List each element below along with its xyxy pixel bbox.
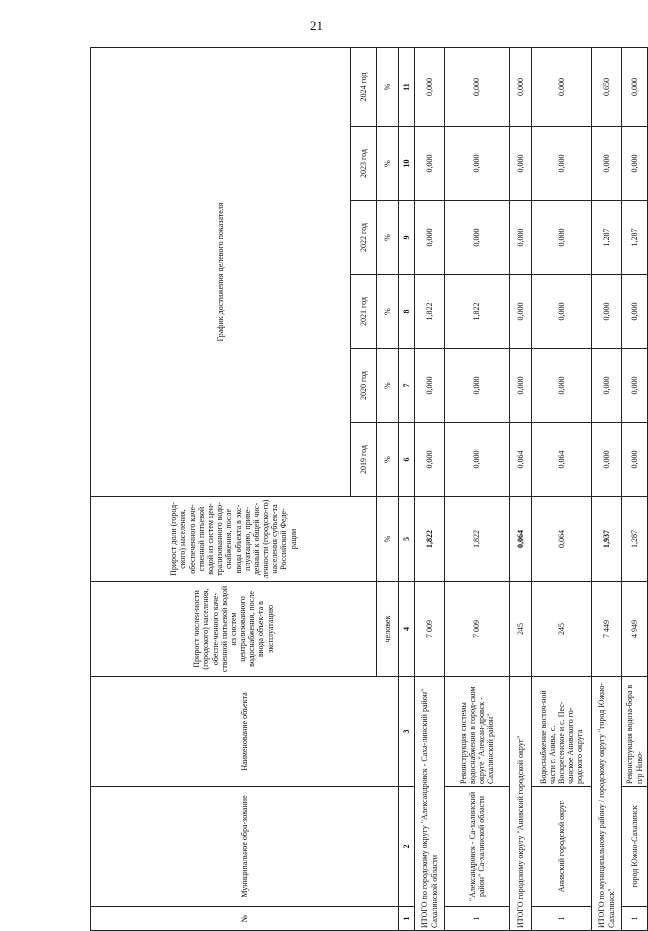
year-value: 0,000: [592, 275, 622, 349]
header-year: 2019 год: [351, 423, 377, 497]
column-number: 6: [399, 423, 415, 497]
year-value: 0,000: [622, 275, 648, 349]
unit-percent: %: [377, 201, 399, 275]
year-value: 0,000: [622, 127, 648, 201]
object-name-cell: Водоснабжение восточ-ной части г. Анива, с. Воскресенское и с. Пес-чанское Анивского го-родского округа: [532, 677, 592, 787]
year-value: 0,000: [510, 201, 532, 275]
object-name-cell: Реконструкция водоза-бора в п/р Ново-: [622, 677, 648, 787]
row-num: 1: [622, 907, 648, 931]
total-row-label: ИТОГО городскому округу "Анивский городской округ": [510, 677, 532, 931]
year-value: 1,287: [622, 201, 648, 275]
municipality-cell: Анивский городской округ: [532, 787, 592, 907]
pop-value: 7 009: [415, 582, 445, 677]
share-value: 0,064: [510, 497, 532, 582]
pop-value: 7 449: [592, 582, 622, 677]
pop-value: 7 009: [445, 582, 510, 677]
year-value: 0,000: [532, 47, 592, 126]
page-number: 21: [310, 18, 323, 33]
column-number: 5: [399, 497, 415, 582]
year-value: 0,000: [622, 47, 648, 126]
column-number: 4: [399, 582, 415, 677]
unit-percent: %: [377, 47, 399, 126]
year-value: 0,000: [415, 349, 445, 423]
header-pop-increase: Прирост числен-ности (городского) населения, обеспе-ченного каче-ственной питьевой водой из систем централизованного водоснабжения, после ввода объек-та в эксплуатацию: [91, 582, 377, 677]
row-num: 1: [445, 907, 510, 931]
header-year: 2021 год: [351, 275, 377, 349]
year-value: 0,000: [532, 127, 592, 201]
year-value: 0,000: [415, 127, 445, 201]
unit-percent: %: [377, 349, 399, 423]
year-value: 0,000: [622, 423, 648, 497]
row-num: 1: [532, 907, 592, 931]
year-value: 0,064: [532, 423, 592, 497]
year-value: 0,064: [510, 423, 532, 497]
share-value: 1,822: [415, 497, 445, 582]
column-number: 8: [399, 275, 415, 349]
pop-value: 245: [510, 582, 532, 677]
header-object-name: Наименование объекта: [91, 677, 399, 787]
column-number: 7: [399, 349, 415, 423]
year-value: 0,000: [445, 47, 510, 126]
year-value: 0,000: [510, 275, 532, 349]
year-value: 0,000: [445, 349, 510, 423]
year-value: 0,000: [445, 423, 510, 497]
header-year: 2024 год: [351, 47, 377, 126]
header-year: 2020 год: [351, 349, 377, 423]
year-value: 0,000: [622, 349, 648, 423]
total-row-label: ИТОГО по городскому округу "Александровск - Саха-линский район" Сахалинской области: [415, 677, 445, 931]
municipality-cell: "Александровск - Са-халинский район" Са-халинской области: [445, 787, 510, 907]
year-value: 0,650: [592, 47, 622, 126]
share-value: 1,822: [445, 497, 510, 582]
year-value: 1,822: [415, 275, 445, 349]
year-value: 0,000: [592, 423, 622, 497]
share-value: 1,287: [622, 497, 648, 582]
unit-people: человек: [377, 582, 399, 677]
year-value: 0,000: [445, 127, 510, 201]
column-number: 3: [399, 677, 415, 787]
unit-percent: %: [377, 423, 399, 497]
rotated-table-wrapper: [90, 48, 644, 931]
year-value: 0,000: [592, 349, 622, 423]
column-number: 11: [399, 47, 415, 126]
total-row-label: ИТОГО по муниципальному району / городскому округу "город Южно-Сахалинск": [592, 677, 622, 931]
year-value: 0,000: [415, 423, 445, 497]
year-value: 0,000: [510, 349, 532, 423]
header-num: №: [91, 907, 399, 931]
year-value: 0,000: [532, 275, 592, 349]
pop-value: 4 949: [622, 582, 648, 677]
year-value: 0,000: [415, 201, 445, 275]
year-value: 0,000: [415, 47, 445, 126]
municipality-cell: город Южно-Сахалинск: [622, 787, 648, 907]
unit-percent: %: [377, 127, 399, 201]
column-number: 10: [399, 127, 415, 201]
year-value: 0,000: [510, 47, 532, 126]
pop-value: 245: [532, 582, 592, 677]
year-value: 1,822: [445, 275, 510, 349]
header-year: 2023 год: [351, 127, 377, 201]
column-number: 2: [399, 787, 415, 907]
year-value: 0,000: [592, 127, 622, 201]
target-indicator-table: [90, 47, 648, 931]
column-number: 9: [399, 201, 415, 275]
unit-percent: %: [377, 275, 399, 349]
share-value: 1,937: [592, 497, 622, 582]
header-schedule: График достижения целевого показателя: [91, 47, 351, 496]
header-share-increase: Прирост доли (город-ского) населения, обеспеченного каче-ственной питьевой водой из систем цен-трализованного водо-снабжения, после ввода объекта в экс-плуатацию, приве-денный к общей чис-ленности (городско-го) населения субъек-та Российской Феде-рации: [91, 497, 377, 582]
year-value: 0,000: [532, 349, 592, 423]
year-value: 0,000: [510, 127, 532, 201]
object-name-cell: Реконструкция системы водоснабжения в город-ском округе "Алексан-дровск - Сахалинский район": [445, 677, 510, 787]
header-municipality: Муниципальное обра-зование: [91, 787, 399, 907]
column-number: 1: [399, 907, 415, 931]
year-value: 1,287: [592, 201, 622, 275]
share-value: 0,064: [532, 497, 592, 582]
year-value: 0,000: [532, 201, 592, 275]
unit-percent: %: [377, 497, 399, 582]
header-year: 2022 год: [351, 201, 377, 275]
year-value: 0,000: [445, 201, 510, 275]
